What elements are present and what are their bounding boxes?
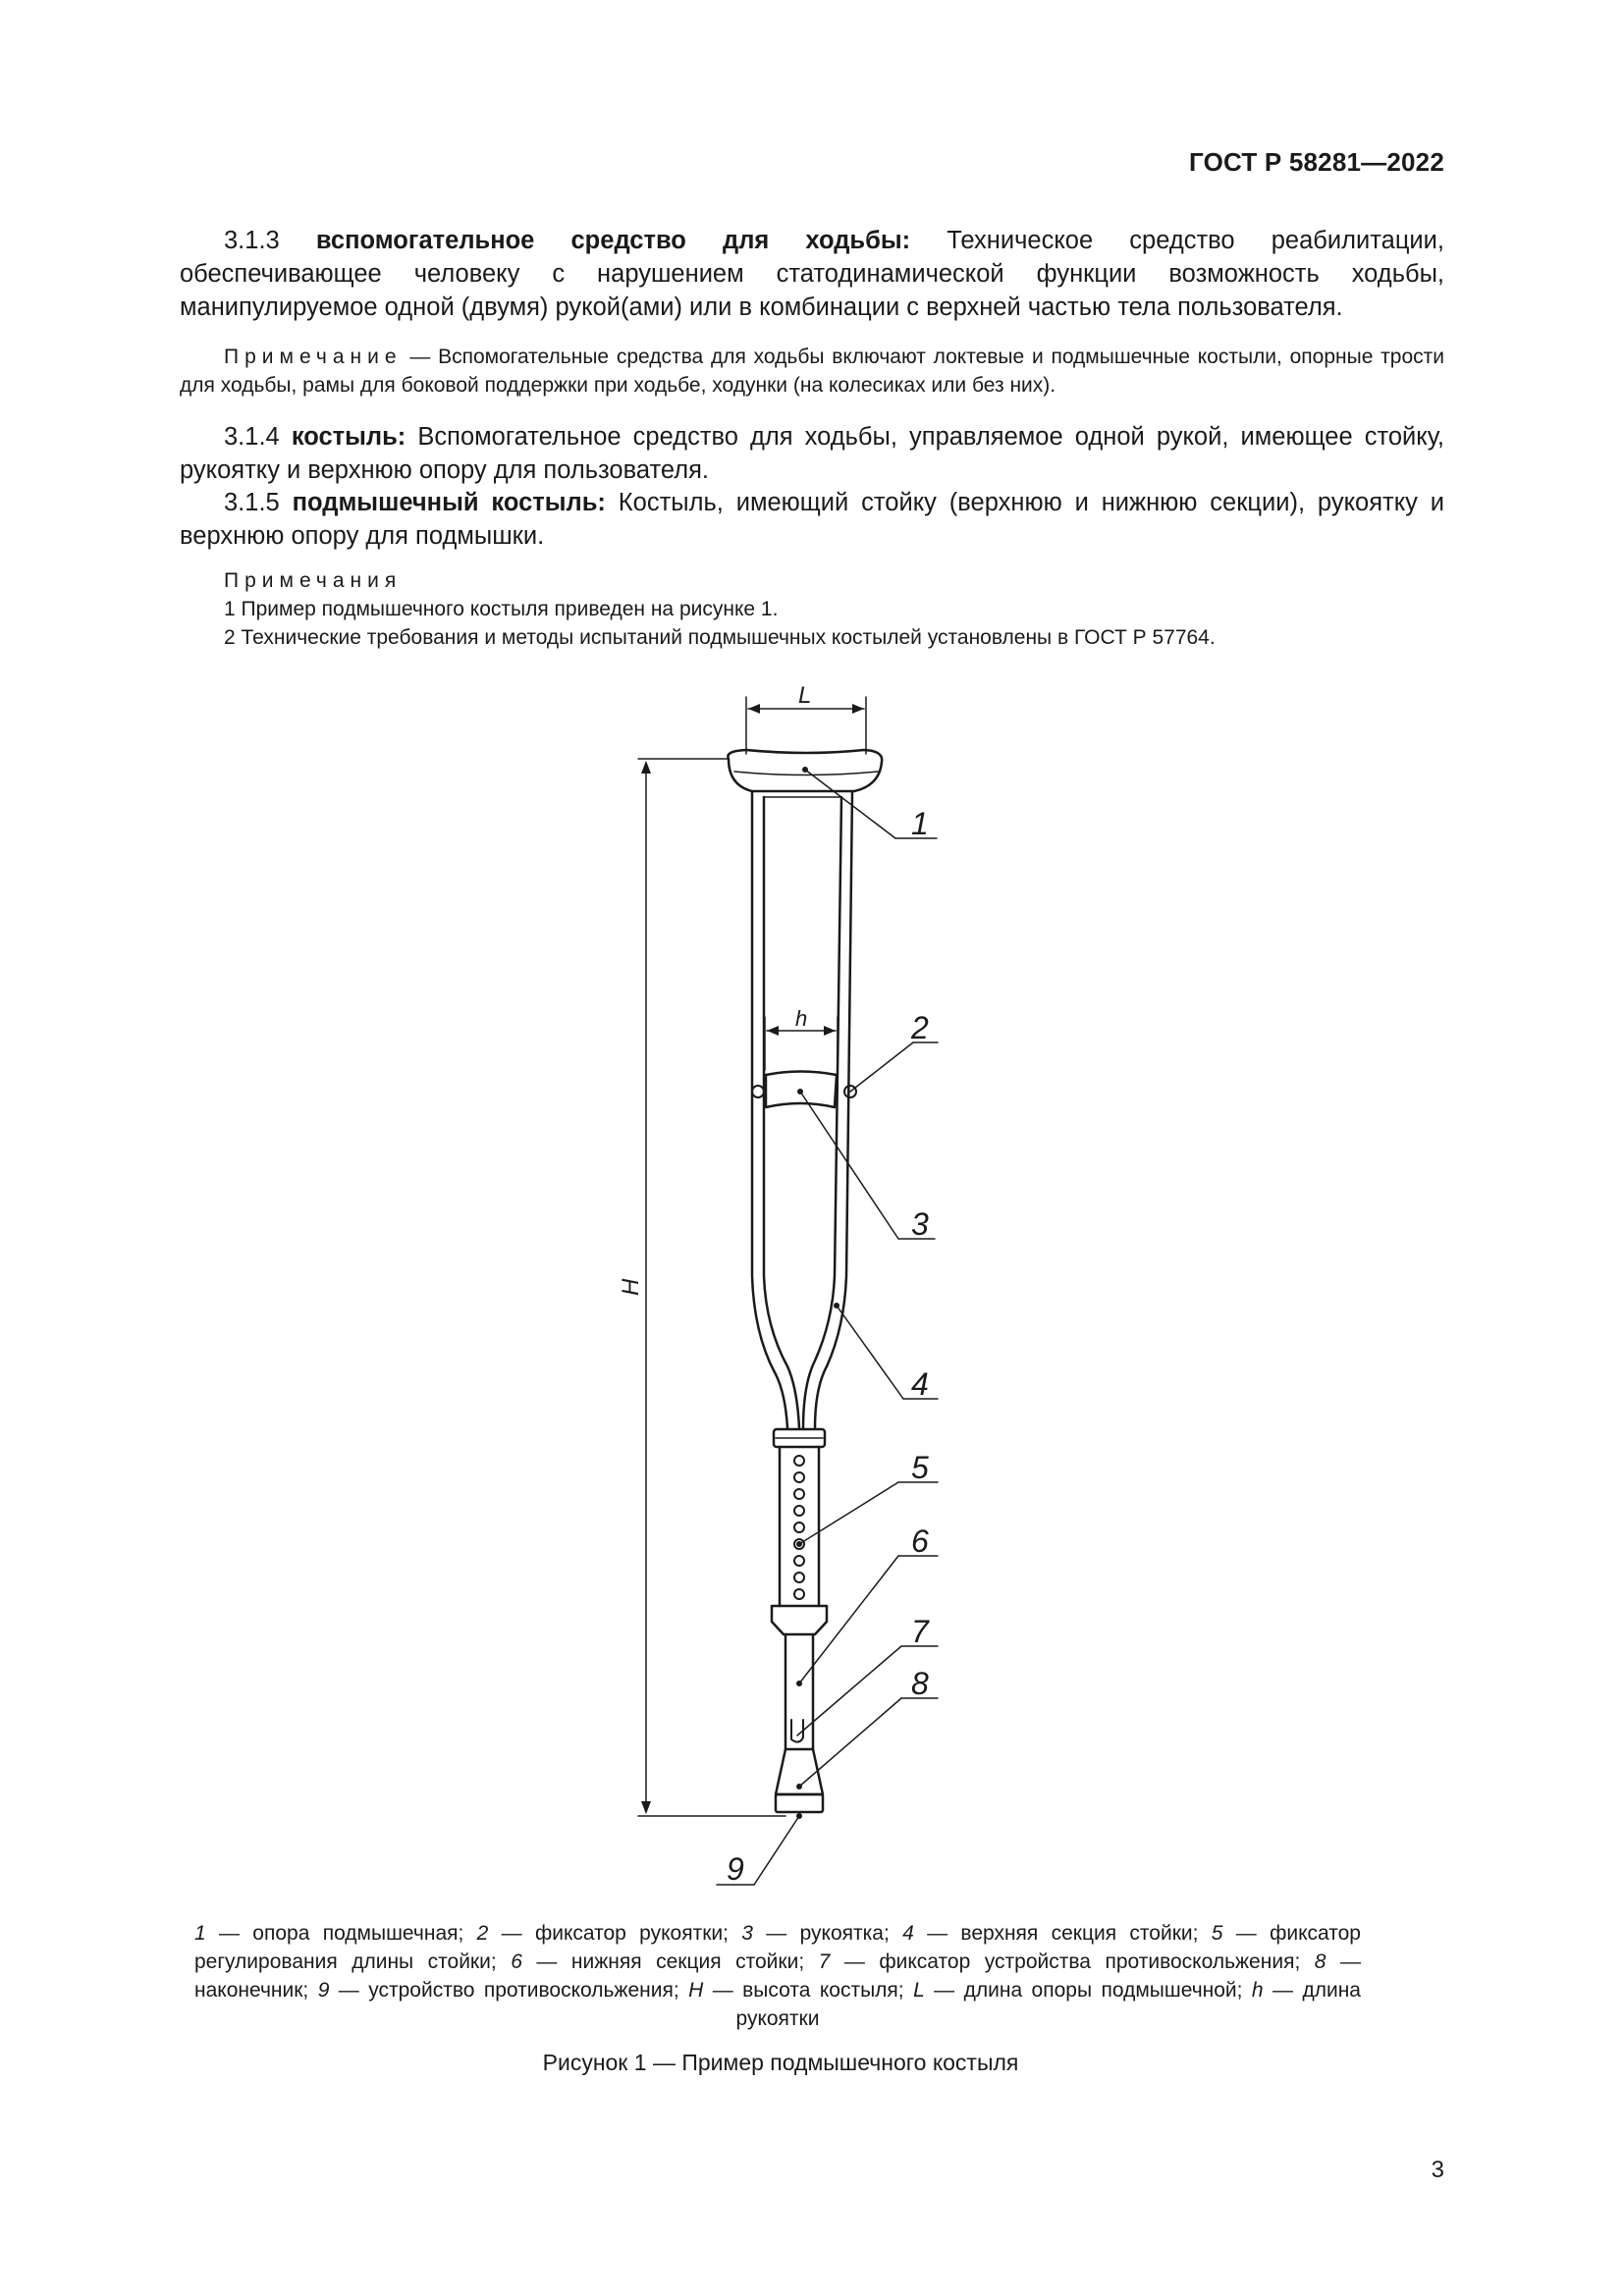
legend-text: — нижняя секция стойки;: [521, 1950, 819, 1973]
notes-title: Примечания: [224, 569, 403, 592]
legend-key: 7: [818, 1950, 831, 1973]
legend-text: — высота костыля;: [703, 1979, 914, 2002]
term: вспомогательное средство для ходьбы:: [315, 227, 911, 254]
legend-key: 9: [317, 1979, 330, 2002]
callout-3: 3: [911, 1206, 929, 1242]
section-number: 3.1.4: [224, 423, 280, 451]
document-id-header: ГОСТ Р 58281—2022: [1189, 147, 1444, 177]
callout-7: 7: [911, 1614, 929, 1649]
callout-9: 9: [727, 1851, 744, 1887]
legend-text: — длина опоры подмышечной;: [924, 1979, 1252, 2002]
legend-text: — рукоятка;: [752, 1922, 903, 1945]
legend-text: — устройство противоскольжения;: [329, 1979, 689, 2002]
figure-caption: Рисунок 1 — Пример подмышечного костыля: [542, 2050, 1019, 2075]
note-body: — Вспомогательные средства для ходьбы включают локтевые и подмышечные костыли, опорные трости для ходьбы, рамы для боковой поддержки при ходьбе, ходунки (на колесиках или без них).: [180, 346, 1444, 397]
callout-5: 5: [911, 1450, 929, 1485]
page-number: 3: [1431, 2157, 1444, 2183]
legend-text: — длина рукоятки: [735, 1979, 1361, 2030]
legend-key: 6: [511, 1950, 522, 1973]
term: подмышечный костыль:: [292, 489, 606, 516]
legend-text: — наконечник;: [194, 1950, 1361, 2002]
definition: Костыль, имеющий стойку (верхнюю и нижнюю секции), рукоятку и верхнюю опору для подмышки.: [180, 489, 1445, 550]
dim-label-h: h: [795, 1006, 808, 1031]
legend-text: — опора подмышечная;: [205, 1922, 477, 1945]
callout-8: 8: [911, 1666, 929, 1701]
legend-key: L: [913, 1979, 925, 2002]
figure-legend: [194, 1919, 1361, 2033]
dim-label-L: L: [798, 682, 812, 709]
legend-text: — фиксатор устройства противоскольжения;: [830, 1950, 1315, 1973]
legend-key: 1: [194, 1922, 206, 1945]
legend-key: h: [1251, 1979, 1264, 2002]
legend-key: 8: [1314, 1950, 1326, 1973]
callout-6: 6: [911, 1523, 929, 1559]
legend-key: 4: [902, 1922, 914, 1945]
legend-key: 3: [741, 1922, 753, 1945]
note-line-2: 2 Технические требования и методы испытаний подмышечных костылей установлены в ГОСТ Р 57764.: [224, 626, 1216, 649]
term: костыль:: [291, 423, 406, 451]
note-line-1: 1 Пример подмышечного костыля приведен на рисунке 1.: [224, 598, 779, 620]
section-number: 3.1.3: [224, 227, 280, 254]
legend-text: — фиксатор регулирования длины стойки;: [194, 1922, 1361, 1973]
callout-2: 2: [911, 1010, 929, 1045]
legend-key: 5: [1211, 1922, 1223, 1945]
legend-key: 2: [476, 1922, 489, 1945]
section-number: 3.1.5: [224, 489, 280, 516]
legend-key: H: [688, 1979, 704, 2002]
definition: Техническое средство реабилитации, обеспечивающее человеку с нарушением статодинамической функции возможность ходьбы, манипулируемое одной (двумя) рукой(ами) или в комбинации с верхней частью тела пользователя.: [180, 227, 1444, 321]
legend-text: — верхняя секция стойки;: [913, 1922, 1212, 1945]
callout-1: 1: [911, 806, 929, 841]
callout-4: 4: [911, 1366, 929, 1402]
legend-text: — фиксатор рукоятки;: [488, 1922, 742, 1945]
note-label: Примечание: [224, 346, 403, 368]
dim-label-H: H: [618, 1278, 644, 1296]
definition: Вспомогательное средство для ходьбы, управляемое одной рукой, имеющее стойку, рукоятку и верхнюю опору для пользователя.: [180, 423, 1445, 484]
